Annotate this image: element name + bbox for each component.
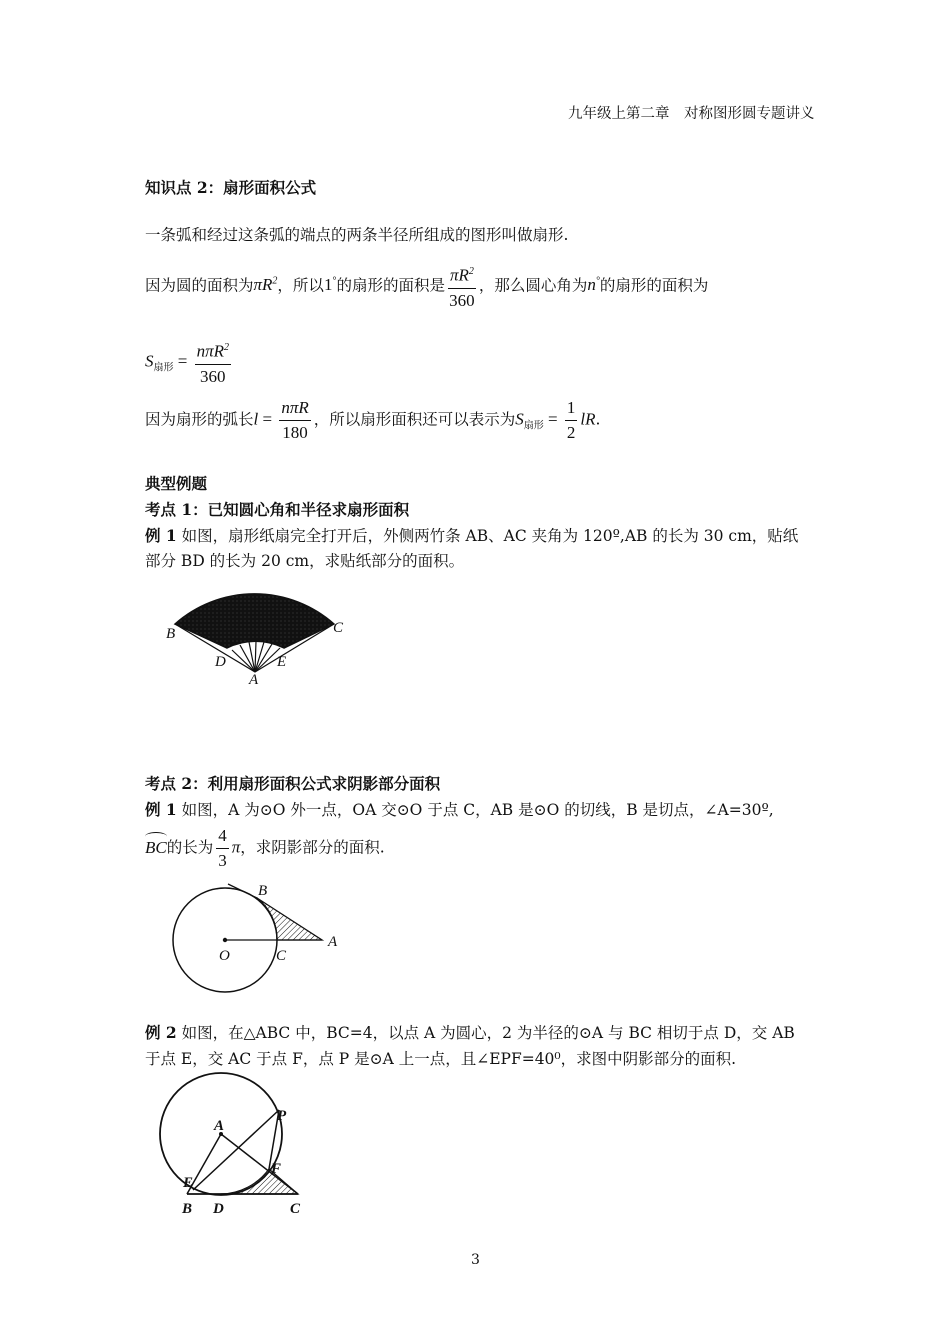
section-heading: 知识点 2：扇形面积公式 bbox=[145, 178, 317, 197]
c1-label-c: C bbox=[276, 948, 287, 964]
tangent-circle-figure bbox=[170, 876, 370, 1001]
c2-label-b: B bbox=[182, 1201, 193, 1217]
c2-label-e: E bbox=[183, 1175, 194, 1191]
sector-definition: 一条弧和经过这条弧的端点的两条半径所组成的图形叫做扇形. bbox=[145, 226, 569, 244]
fan-paper-region bbox=[175, 594, 334, 648]
arc-bc: BC bbox=[145, 838, 167, 858]
text-circle-area: 因为圆的面积为 bbox=[145, 276, 254, 295]
c2-label-p: P bbox=[277, 1108, 287, 1124]
text-central-angle: ，那么圆心角为 bbox=[478, 276, 588, 295]
page-header: 九年级上第二章 对称图形圆专题讲义 bbox=[568, 106, 815, 122]
topic2-example1-line2: BC的长为 $\frac{4}{3}$ π，求阴影部分的面积. bbox=[145, 826, 385, 870]
fraction-one-degree: $\frac{\pi R^2}{360}$ bbox=[448, 262, 476, 311]
text-so: ，所以 bbox=[277, 276, 324, 295]
page-number: 3 bbox=[471, 1252, 480, 1268]
c1-label-b: B bbox=[258, 883, 268, 899]
text-sector-area-for: 的扇形的面积为 bbox=[599, 276, 709, 295]
fan-label-a: A bbox=[249, 672, 259, 688]
tangent-extension bbox=[228, 884, 257, 898]
fan-figure bbox=[160, 580, 360, 690]
fan-label-c: C bbox=[333, 620, 344, 636]
triangle-circle-figure bbox=[155, 1070, 355, 1220]
circle-area-expr: $\pi R^2$ bbox=[253, 275, 278, 295]
center-o-dot bbox=[223, 938, 227, 942]
topic2-example2-line1: 例 2 如图，在△ABC 中，BC=4，以点 A 为圆心，2 为半径的⊙A 与 BC 相切于点 D，交 AB bbox=[145, 1023, 795, 1042]
text-sector-area-is: 的扇形的面积是 bbox=[336, 276, 445, 295]
topic1-example-line1: 例 1 如图，扇形纸扇完全打开后，外侧两竹条 AB、AC 夹角为 120º,AB 的长为 30 cm，贴纸 bbox=[145, 526, 799, 545]
c2-label-f: F bbox=[271, 1161, 282, 1177]
one-degree: 1° bbox=[323, 275, 337, 295]
topic1-example-line2: 部分 BD 的长为 20 cm，求贴纸部分的面积。 bbox=[145, 552, 465, 570]
c1-label-a: A bbox=[328, 934, 338, 950]
topic1-heading: 考点 1：已知圆心角和半径求扇形面积 bbox=[145, 500, 410, 519]
fan-label-e: E bbox=[277, 654, 287, 670]
n-degree: n° bbox=[587, 275, 600, 295]
examples-heading: 典型例题 bbox=[145, 474, 208, 493]
c2-label-a: A bbox=[214, 1118, 225, 1134]
fan-label-b: B bbox=[166, 626, 176, 642]
sector-area-formula: $S_{扇形}$ = $\frac{n\pi R^2}{360}$ bbox=[145, 338, 234, 387]
c2-label-c: C bbox=[290, 1201, 301, 1217]
topic2-example2-line2: 于点 E，交 AC 于点 F，点 P 是⊙A 上一点，且∠EPF=40⁰，求图中阴影部分的面积. bbox=[145, 1050, 737, 1068]
formula-derivation-line bbox=[145, 262, 708, 311]
topic2-example1-line1: 例 1 如图，A 为⊙O 外一点，OA 交⊙O 于点 C，AB 是⊙O 的切线，B 是切点，∠A=30º, bbox=[145, 800, 774, 819]
c1-label-o: O bbox=[219, 948, 230, 964]
c2-label-d: D bbox=[213, 1201, 224, 1217]
topic2-heading: 考点 2：利用扇形面积公式求阴影部分面积 bbox=[145, 774, 441, 793]
shaded-region bbox=[257, 898, 322, 940]
arc-length-line: 因为扇形的弧长l = $\frac{\text{nπR}}{180}$ ，所以扇形面积还可以表示为$S_{扇形}$ = $\frac{1}{2}$ lR. bbox=[145, 398, 601, 442]
fan-label-d: D bbox=[215, 654, 226, 670]
